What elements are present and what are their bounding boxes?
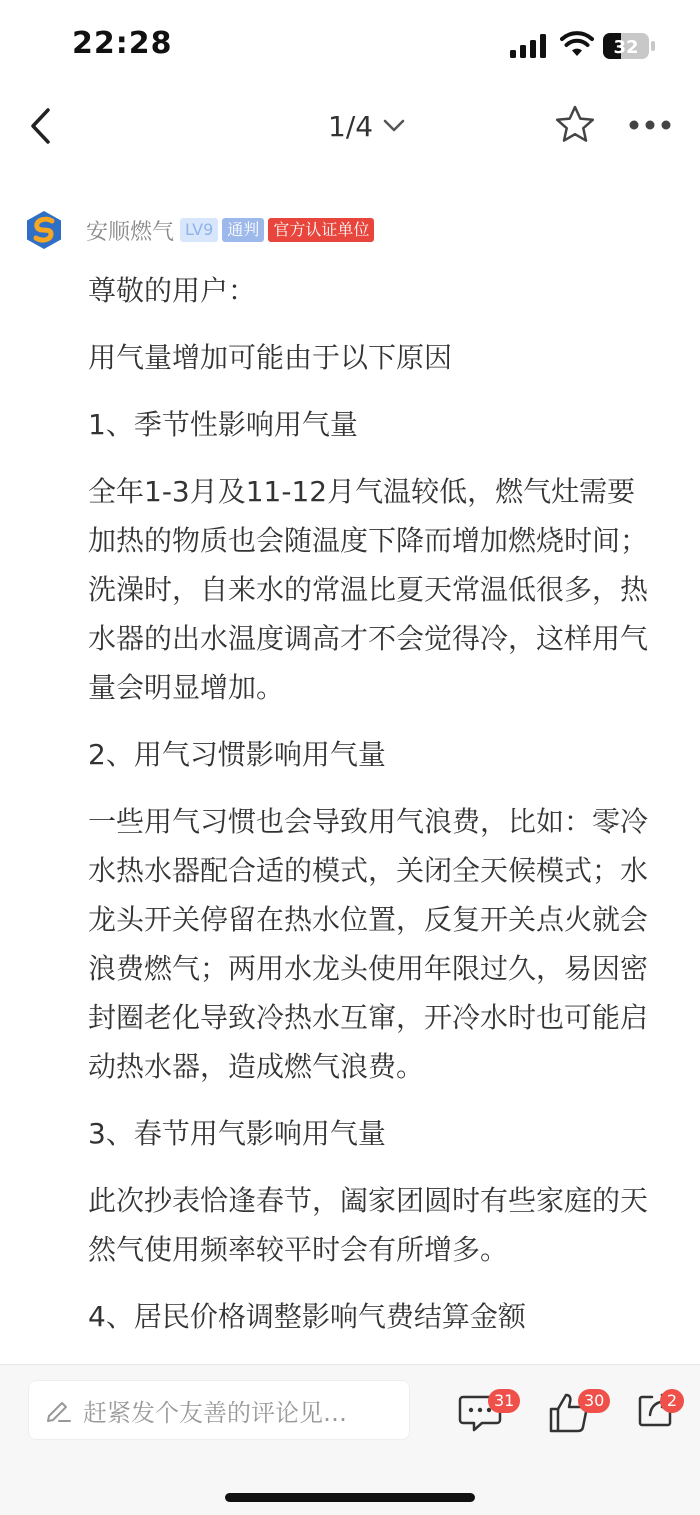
comment-placeholder: 赶紧发个友善的评论见… (83, 1398, 347, 1427)
section-heading: 3、春节用气影响用气量 (88, 1117, 386, 1150)
bottom-action-bar (0, 1364, 700, 1515)
author-avatar[interactable] (24, 210, 64, 250)
chevron-down-icon (383, 119, 405, 133)
comments-count-badge: 31 (488, 1389, 520, 1413)
section-body: 一些用气习惯也会导致用气浪费，比如：零冷水热水器配合适的模式，关闭全天候模式；水龙头开关停留在热水位置，反复开关点火就会浪费燃气；两用水龙头使用年限过久，易因密封圈老化导致冷热水互窜，开冷水时也可能启动热水器，造成燃气浪费。 (88, 805, 649, 1083)
shares-count-badge: 2 (660, 1389, 684, 1413)
home-indicator[interactable] (225, 1493, 475, 1502)
battery-level: 32 (613, 37, 639, 58)
like-button[interactable] (548, 1383, 604, 1435)
article-intro: 用气量增加可能由于以下原因 (88, 341, 453, 374)
status-bar (0, 0, 700, 92)
level-badge: LV9 (180, 218, 218, 242)
battery-icon (603, 33, 655, 59)
section-body: 此次抄表恰逢春节，阖家团圆时有些家庭的天然气使用频率较平时会有所增多。 (88, 1184, 649, 1266)
back-button[interactable] (22, 104, 58, 148)
section-heading: 2、用气习惯影响用气量 (88, 738, 386, 771)
comments-button[interactable] (458, 1383, 514, 1435)
share-button[interactable] (636, 1383, 692, 1435)
nav-bar (0, 92, 700, 160)
comment-input[interactable] (28, 1380, 410, 1440)
author-name[interactable]: 安顺燃气 (86, 219, 175, 245)
article-body (88, 266, 658, 1359)
page-indicator-label: 1/4 (328, 109, 374, 143)
cellular-signal-icon (510, 34, 548, 58)
more-button[interactable] (628, 110, 672, 144)
article-greeting: 尊敬的用户： (88, 274, 257, 307)
more-horizontal-icon (628, 110, 672, 140)
favorite-button[interactable] (554, 104, 596, 150)
pencil-icon (45, 1396, 73, 1424)
chevron-left-icon (29, 108, 51, 144)
section-heading: 4、居民价格调整影响气费结算金额 (88, 1300, 526, 1333)
star-icon (554, 104, 596, 146)
wifi-icon (560, 31, 594, 57)
author-row (24, 208, 378, 252)
section-body: 全年1-3月及11-12月气温较低，燃气灶需要加热的物质也会随温度下降而增加燃烧时间；洗澡时，自来水的常温比夏天常温低很多，热水器的出水温度调高才不会觉得冷，这样用气量会明显增加。 (88, 475, 649, 704)
title-badge: 通判 (222, 218, 264, 242)
section-heading: 1、季节性影响用气量 (88, 408, 358, 441)
page-selector[interactable] (328, 106, 405, 146)
status-time: 22:28 (72, 26, 173, 61)
verified-badge: 官方认证单位 (268, 218, 374, 242)
likes-count-badge: 30 (578, 1389, 610, 1413)
